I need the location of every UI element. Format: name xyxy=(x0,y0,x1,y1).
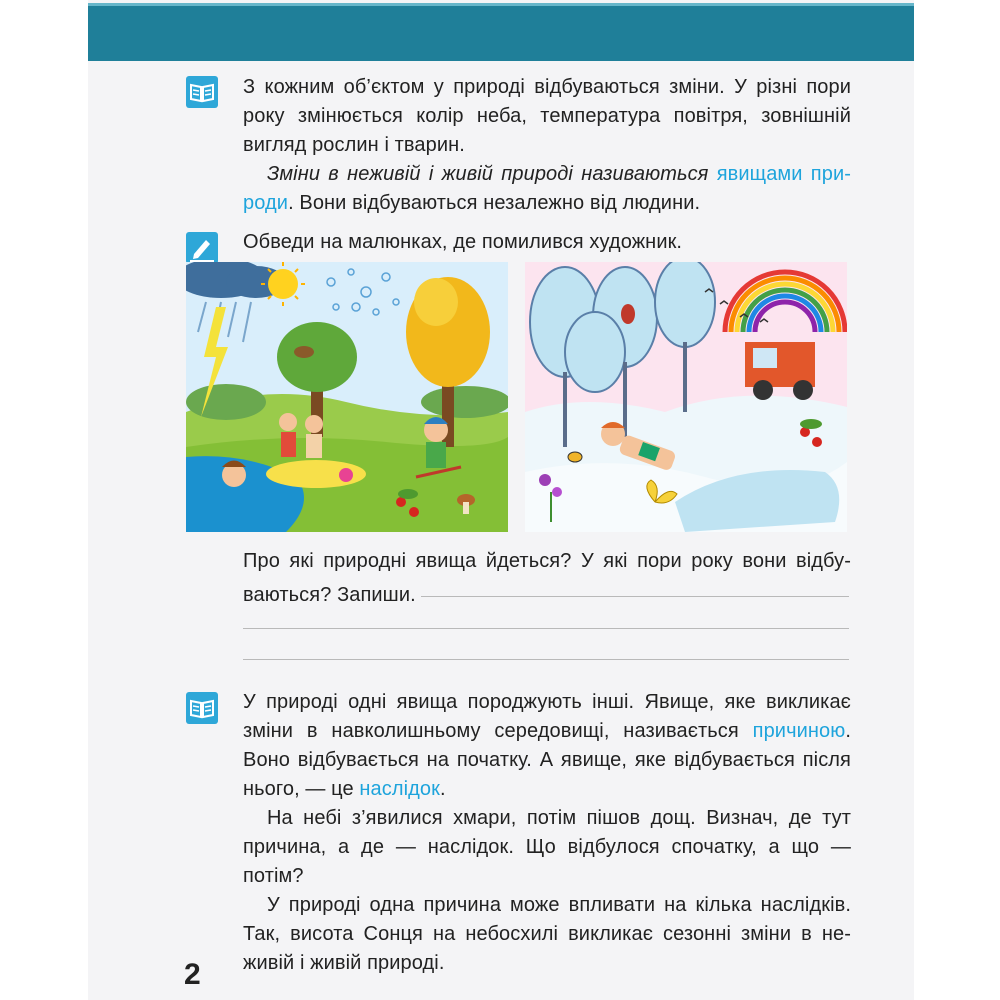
text-line: У природі одна причина може впливати на кілька наслідків. xyxy=(267,894,851,916)
text-line xyxy=(243,189,851,218)
text-span: . xyxy=(439,778,446,800)
text-line: вигляд рослин і тварин. xyxy=(243,134,465,156)
term-cause: причиною xyxy=(752,720,846,742)
term-effect: наслідок xyxy=(359,778,440,800)
text-line: З кожним об’єктом у природі відбуваються зміни. У різні пори xyxy=(243,76,851,98)
answer-line-3[interactable] xyxy=(243,659,849,660)
book-icon xyxy=(186,692,218,724)
text-line xyxy=(243,717,851,746)
text-line: На небі з’явилися хмари, потім пішов дощ. Визнач, де тут xyxy=(267,807,851,829)
text-span: . xyxy=(845,720,851,742)
definition-line xyxy=(243,160,851,189)
page-number: 2 xyxy=(184,958,201,991)
cause-effect-paragraph xyxy=(243,688,851,978)
text-line: У природі одні явища породжують інші. Явище, яке викликає xyxy=(243,691,851,713)
text-line: року змінюється колір неба, температура повітря, зовнішній xyxy=(243,105,851,127)
definition-text: Зміни в неживій і живій природі називаються xyxy=(267,163,717,185)
text-line: Так, висота Сонця на небосхилі викликає сезонні зміни в не- xyxy=(243,923,851,945)
text-line: ваються? Запиши. xyxy=(243,584,416,606)
text-line xyxy=(243,775,851,804)
winter-scene-illustration[interactable] xyxy=(525,262,847,532)
text-span: зміни в навколишньому середовищі, називається xyxy=(243,720,753,742)
question-paragraph xyxy=(243,547,851,610)
text-line: Про які природні явища йдеться? У які пори року вони відбу- xyxy=(243,550,851,572)
text-line: причина, а де — наслідок. Що відбулося спочатку, а що — xyxy=(243,836,851,858)
text-line: Воно відбувається на початку. А явище, яке відбувається після xyxy=(243,749,851,771)
text-line: потім? xyxy=(243,865,304,887)
pencil-icon xyxy=(186,232,218,264)
text-line: живій і живій природі. xyxy=(243,952,445,974)
term-natural-phenomena-end: роди xyxy=(243,192,289,214)
answer-line-1[interactable] xyxy=(421,596,849,597)
answer-line-2[interactable] xyxy=(243,628,849,629)
header-bar xyxy=(88,3,914,61)
text-span: нього, — це xyxy=(243,778,360,800)
text-span: . Вони відбуваються незалежно від людини. xyxy=(288,192,701,214)
term-natural-phenomena: явищами при- xyxy=(716,163,851,185)
task-instruction: Обведи на малюнках, де помилився художник. xyxy=(243,231,683,253)
book-icon xyxy=(186,76,218,108)
summer-scene-illustration[interactable] xyxy=(186,262,508,532)
intro-paragraph xyxy=(243,73,851,218)
